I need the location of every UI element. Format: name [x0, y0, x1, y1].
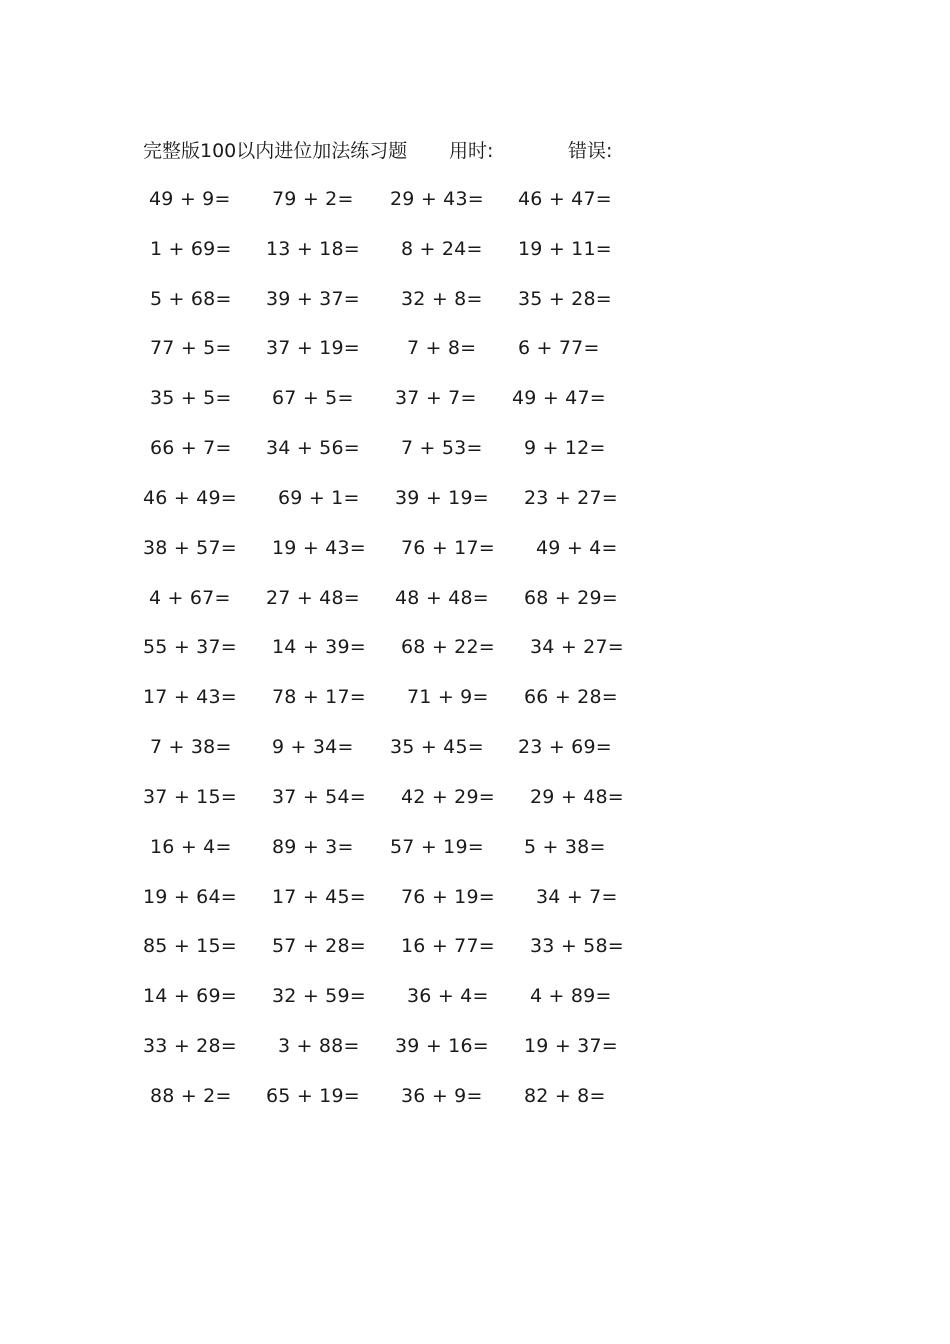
problem-r2-c1: 1 + 69=: [150, 238, 232, 260]
problem-r13-c4: 29 + 48=: [530, 786, 624, 808]
problem-r19-c3: 36 + 9=: [401, 1085, 483, 1107]
problem-r8-c2: 19 + 43=: [272, 537, 366, 559]
problem-r8-c4: 49 + 4=: [536, 537, 618, 559]
problem-r10-c3: 68 + 22=: [401, 636, 495, 658]
problem-r11-c1: 17 + 43=: [143, 686, 237, 708]
problem-r4-c2: 37 + 19=: [266, 337, 360, 359]
problem-r2-c4: 19 + 11=: [518, 238, 612, 260]
problem-r13-c2: 37 + 54=: [272, 786, 366, 808]
problem-r7-c3: 39 + 19=: [395, 487, 489, 509]
problem-r5-c3: 37 + 7=: [395, 387, 477, 409]
problem-r12-c2: 9 + 34=: [272, 736, 354, 758]
problem-r1-c3: 29 + 43=: [390, 188, 484, 210]
problem-r9-c2: 27 + 48=: [266, 587, 360, 609]
problem-r3-c3: 32 + 8=: [401, 288, 483, 310]
problem-r4-c4: 6 + 77=: [518, 337, 600, 359]
problem-r11-c4: 66 + 28=: [524, 686, 618, 708]
problem-r4-c1: 77 + 5=: [150, 337, 232, 359]
problem-r3-c2: 39 + 37=: [266, 288, 360, 310]
problem-r17-c2: 32 + 59=: [272, 985, 366, 1007]
problem-r18-c2: 3 + 88=: [278, 1035, 360, 1057]
problem-r14-c1: 16 + 4=: [150, 836, 232, 858]
problem-r10-c2: 14 + 39=: [272, 636, 366, 658]
problem-r19-c2: 65 + 19=: [266, 1085, 360, 1107]
problem-r13-c3: 42 + 29=: [401, 786, 495, 808]
problem-r14-c4: 5 + 38=: [524, 836, 606, 858]
problem-r15-c2: 17 + 45=: [272, 886, 366, 908]
problem-r17-c3: 36 + 4=: [407, 985, 489, 1007]
problem-r5-c4: 49 + 47=: [512, 387, 606, 409]
problem-r16-c2: 57 + 28=: [272, 935, 366, 957]
problem-r10-c1: 55 + 37=: [143, 636, 237, 658]
problem-r6-c1: 66 + 7=: [150, 437, 232, 459]
problem-r9-c1: 4 + 67=: [149, 587, 231, 609]
time-label: 用时:: [449, 140, 494, 162]
problem-r17-c1: 14 + 69=: [143, 985, 237, 1007]
problem-r11-c2: 78 + 17=: [272, 686, 366, 708]
problem-r12-c1: 7 + 38=: [150, 736, 232, 758]
problem-r16-c3: 16 + 77=: [401, 935, 495, 957]
problem-r18-c3: 39 + 16=: [395, 1035, 489, 1057]
problem-r3-c1: 5 + 68=: [150, 288, 232, 310]
problem-r11-c3: 71 + 9=: [407, 686, 489, 708]
problem-r15-c1: 19 + 64=: [143, 886, 237, 908]
problem-r5-c2: 67 + 5=: [272, 387, 354, 409]
problem-r6-c4: 9 + 12=: [524, 437, 606, 459]
problem-r6-c2: 34 + 56=: [266, 437, 360, 459]
problem-r19-c4: 82 + 8=: [524, 1085, 606, 1107]
problem-r15-c3: 76 + 19=: [401, 886, 495, 908]
problem-r1-c4: 46 + 47=: [518, 188, 612, 210]
problem-r8-c1: 38 + 57=: [143, 537, 237, 559]
problem-r18-c4: 19 + 37=: [524, 1035, 618, 1057]
problem-r16-c4: 33 + 58=: [530, 935, 624, 957]
problem-r13-c1: 37 + 15=: [143, 786, 237, 808]
problem-r7-c4: 23 + 27=: [524, 487, 618, 509]
problem-r17-c4: 4 + 89=: [530, 985, 612, 1007]
problem-r2-c2: 13 + 18=: [266, 238, 360, 260]
problem-r14-c3: 57 + 19=: [390, 836, 484, 858]
problem-r15-c4: 34 + 7=: [536, 886, 618, 908]
problem-r19-c1: 88 + 2=: [150, 1085, 232, 1107]
problem-r12-c3: 35 + 45=: [390, 736, 484, 758]
worksheet-title: 完整版100以内进位加法练习题: [143, 140, 408, 162]
problem-r1-c1: 49 + 9=: [149, 188, 231, 210]
problem-r3-c4: 35 + 28=: [518, 288, 612, 310]
problem-r5-c1: 35 + 5=: [150, 387, 232, 409]
problem-r4-c3: 7 + 8=: [407, 337, 477, 359]
problem-r10-c4: 34 + 27=: [530, 636, 624, 658]
problem-r16-c1: 85 + 15=: [143, 935, 237, 957]
problem-r8-c3: 76 + 17=: [401, 537, 495, 559]
problem-r6-c3: 7 + 53=: [401, 437, 483, 459]
problem-r1-c2: 79 + 2=: [272, 188, 354, 210]
problem-r7-c1: 46 + 49=: [143, 487, 237, 509]
problem-r12-c4: 23 + 69=: [518, 736, 612, 758]
errors-label: 错误:: [568, 140, 613, 162]
problem-r9-c4: 68 + 29=: [524, 587, 618, 609]
problem-r18-c1: 33 + 28=: [143, 1035, 237, 1057]
problem-r7-c2: 69 + 1=: [278, 487, 360, 509]
problem-r2-c3: 8 + 24=: [401, 238, 483, 260]
problem-r14-c2: 89 + 3=: [272, 836, 354, 858]
problem-r9-c3: 48 + 48=: [395, 587, 489, 609]
